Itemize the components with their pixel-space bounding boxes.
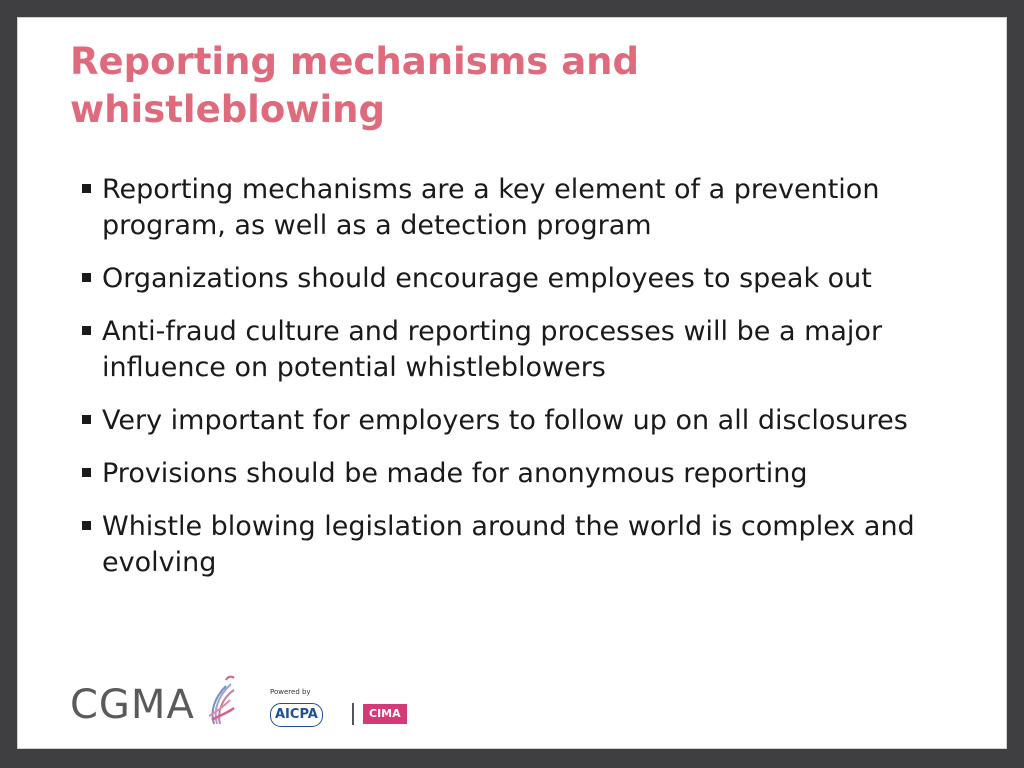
bullet-item — [80, 261, 960, 297]
powered-by-label: Powered by — [270, 688, 311, 696]
square-bullet-icon — [82, 326, 91, 335]
bullet-text: Whistle blowing legislation around the world is complex and evolving — [102, 511, 915, 578]
bullet-item — [80, 456, 960, 492]
bullet-item — [80, 509, 960, 581]
bullet-text: Organizations should encourage employees to speak out — [102, 263, 872, 294]
bullet-item — [80, 403, 960, 439]
bullet-text: Provisions should be made for anonymous reporting — [102, 458, 808, 489]
bullet-item — [80, 314, 960, 386]
square-bullet-icon — [82, 273, 91, 282]
aicpa-logo: AICPA — [270, 703, 323, 727]
bullet-list — [80, 172, 960, 598]
bullet-item — [80, 172, 960, 244]
cima-logo: CIMA — [363, 704, 407, 724]
bullet-text: Anti-fraud culture and reporting processes will be a major influence on potential whistleblowers — [102, 316, 883, 383]
cgma-swirl-icon — [204, 672, 238, 728]
cgma-logo-text: CGMA — [70, 682, 195, 728]
logo-divider — [352, 703, 354, 725]
slide — [17, 17, 1007, 749]
bullet-text: Reporting mechanisms are a key element of a prevention program, as well as a detection program — [102, 174, 880, 241]
bullet-text: Very important for employers to follow up on all disclosures — [102, 405, 908, 436]
footer-logos — [70, 670, 450, 740]
square-bullet-icon — [82, 468, 91, 477]
slide-title: Reporting mechanisms and whistleblowing — [70, 40, 640, 131]
square-bullet-icon — [82, 184, 91, 193]
square-bullet-icon — [82, 415, 91, 424]
square-bullet-icon — [82, 521, 91, 530]
